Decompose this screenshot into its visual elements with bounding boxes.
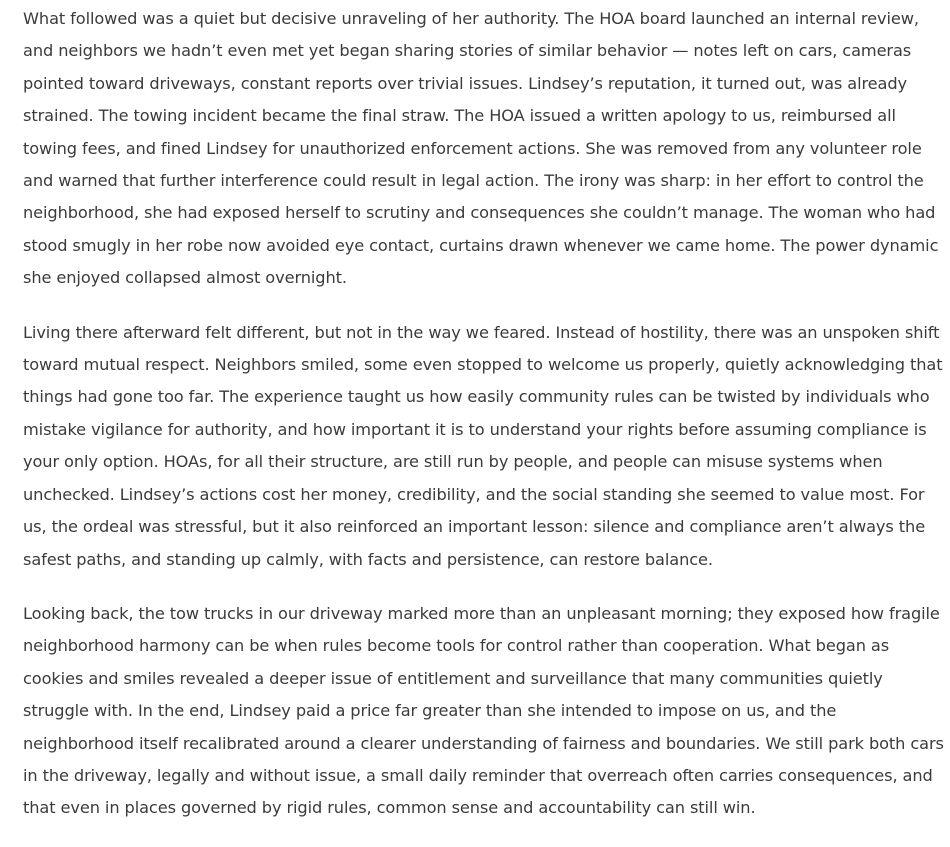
paragraph-1: What followed was a quiet but decisive unraveling of her authority. The HOA board launched an internal review, and neighbors we hadn’t even met yet began sharing stories of similar behavior — notes left on cars, cameras pointed toward driveways, constant reports over trivial issues. Lindsey’s reputation, it turned out, was already strained. The towing incident became the final straw. The HOA issued a written apology to us, reimbursed all towing fees, and fined Lindsey for unauthorized enforcement actions. She was removed from any volunteer role and warned that further interference could result in legal action. The irony was sharp: in her effort to control the neighborhood, she had exposed herself to scrutiny and consequences she couldn’t manage. The woman who had stood smugly in her robe now avoided eye contact, curtains drawn whenever we came home. The power dynamic she enjoyed collapsed almost overnight. <box>23 9 939 288</box>
article-body <box>23 3 945 847</box>
paragraph-3: Looking back, the tow trucks in our driveway marked more than an unpleasant morning; they exposed how fragile neighborhood harmony can be when rules become tools for control rather than cooperation. What began as cookies and smiles revealed a deeper issue of entitlement and surveillance that many communities quietly struggle with. In the end, Lindsey paid a price far greater than she intended to impose on us, and the neighborhood itself recalibrated around a clearer understanding of fairness and boundaries. We still park both cars in the driveway, legally and without issue, a small daily reminder that overreach often carries consequences, and that even in places governed by rigid rules, common sense and accountability can still win. <box>23 603 944 818</box>
paragraph-2: Living there afterward felt different, but not in the way we feared. Instead of hostility, there was an unspoken shift toward mutual respect. Neighbors smiled, some even stopped to welcome us properly, quietly acknowledging that things had gone too far. The experience taught us how easily community rules can be twisted by individuals who mistake vigilance for authority, and how important it is to understand your rights before assuming compliance is your only option. HOAs, for all their structure, are still run by people, and people can misuse systems when unchecked. Lindsey’s actions cost her money, credibility, and the social standing she seemed to value most. For us, the ordeal was stressful, but it also reinforced an important lesson: silence and compliance aren’t always the safest paths, and standing up calmly, with facts and persistence, can restore balance. <box>23 322 943 569</box>
